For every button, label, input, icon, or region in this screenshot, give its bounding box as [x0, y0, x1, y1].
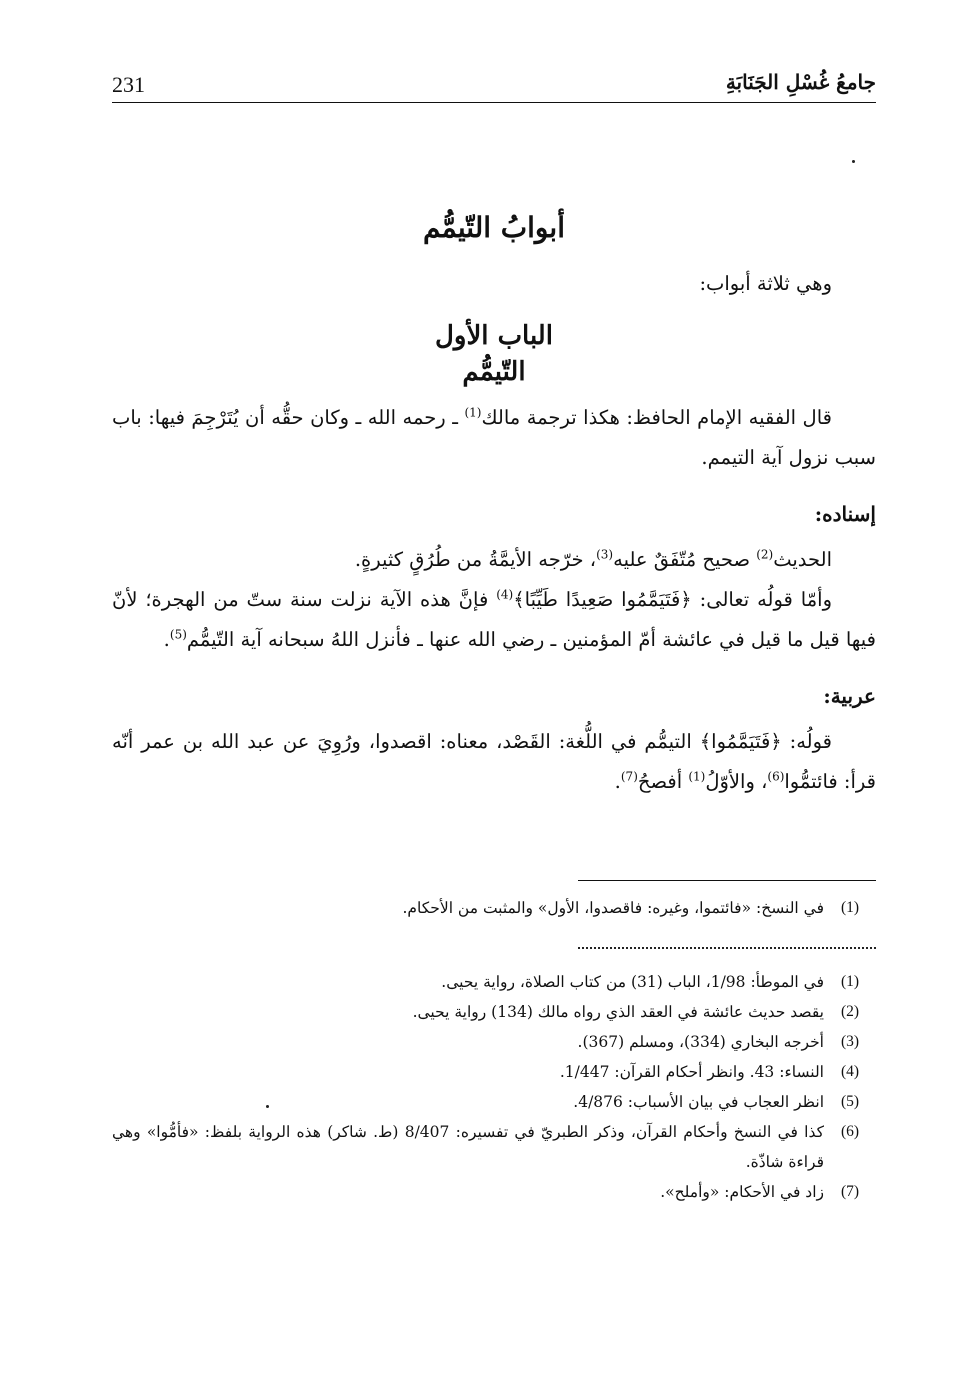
footnote-number: (1)	[840, 973, 860, 990]
footnote-text: أخرجه البخاري (334)، ومسلم (367).	[577, 1033, 824, 1051]
editor-footnote	[112, 893, 876, 923]
footnote-item	[112, 1117, 876, 1177]
footnote-separator	[578, 880, 876, 881]
footnote-number: (6)	[840, 1123, 860, 1140]
footnote-number: (2)	[840, 1003, 860, 1020]
footnote-item	[112, 1057, 876, 1087]
footnote-text: النساء: 43. وانظر أحكام القرآن: 1/447.	[559, 1063, 824, 1081]
arabiyya-text-a: قولُه: ﴿فَتَيَمَّمُوا﴾ التيمُّم في اللُّغة: القَصْد، معناه: اقصدوا، ورُوِيَ عن عبد الله بن عمر أنّه قرأ: فائتمُّوا	[112, 730, 876, 793]
running-header	[112, 68, 876, 103]
footnote-number: (5)	[840, 1093, 860, 1110]
isnad-paragraph-1	[112, 540, 876, 580]
footnote-text: في الموطأ: 1/98، الباب (31) من كتاب الصلاة، رواية يحيى.	[441, 973, 824, 991]
footnote-ref-1: (1)	[464, 405, 482, 420]
stray-dot	[852, 160, 855, 163]
footnote-ref-6: (6)	[767, 769, 785, 784]
footnote-item	[112, 967, 876, 997]
chapter-title: أبوابُ التّيمُّم	[423, 211, 565, 244]
chapter-intro: وهي ثلاثة أبواب:	[699, 272, 832, 295]
footnote-text: انظر العجاب في بيان الأسباب: 4/876.	[573, 1093, 824, 1111]
arabiyya-paragraph	[112, 722, 876, 802]
footnote-ref-2: (2)	[756, 547, 774, 562]
footnote-item	[112, 1027, 876, 1057]
footnote-ref-3: (3)	[596, 547, 614, 562]
isnad-heading: إسناده:	[814, 502, 876, 526]
page-number: 231	[112, 72, 145, 97]
footnote-item	[112, 1177, 876, 1207]
footnote-number: (4)	[840, 1063, 860, 1080]
section-subtitle: التّيمُّم	[462, 357, 526, 387]
footnote-text: زاد في الأحكام: «وأملح».	[660, 1183, 824, 1201]
paragraph-intro	[112, 398, 876, 478]
dotted-separator	[578, 947, 876, 949]
footnote-text: كذا في النسخ وأحكام القرآن، وذكر الطبريّ في تفسيره: 8/407 (ط. شاكر) هذه الرواية بلفظ: «فأمُّوا» وهي قراءة شاذّة.	[112, 1123, 824, 1171]
isnad-text-2b: فإنَّ هذه الآية نزلت سنة ستّ من الهجرة؛ لأنّ فيها قيل ما قيل في عائشة أمّ المؤمنين ـ رضي الله عنها ـ فأنزل اللهُ سبحانه آية التّيمُّم	[112, 588, 876, 651]
isnad-text-1b: صحيح مُتّفَقٌ عليه	[613, 548, 757, 571]
isnad-text-2c: .	[163, 628, 170, 651]
arabiyya-heading: عربية:	[823, 684, 876, 708]
footnote-number: (7)	[840, 1183, 860, 1200]
footnote-ref-7: (7)	[620, 769, 638, 784]
editor-note-ref-1: (1)	[688, 769, 706, 784]
footnote-ref-5: (5)	[169, 627, 187, 642]
paragraph-intro-text-1: قال الفقيه الإمام الحافظ: هكذا ترجمة مالك	[481, 406, 832, 429]
isnad-text-1c: ، خرّجه الأيمَّةُ من طُرُقٍ كثيرةٍ.	[354, 548, 597, 571]
isnad-text-1a: الحديث	[773, 548, 832, 571]
book-title: جامعُ غُسْلِ الجَنَابَةِ	[725, 70, 876, 94]
footnote-text: يقصد حديث عائشة في العقد الذي رواه مالك (134) رواية يحيى.	[412, 1003, 824, 1021]
stray-dot	[266, 1105, 269, 1108]
isnad-paragraph-2	[112, 580, 876, 660]
arabiyya-text-c: أفصحُ	[637, 770, 689, 793]
footnote-item	[112, 997, 876, 1027]
arabiyya-text-b: ، والأوّلُ	[705, 770, 768, 793]
section-title: الباب الأول	[435, 321, 553, 351]
footnote-list	[112, 967, 876, 1207]
footnote-number: (3)	[840, 1033, 860, 1050]
editor-footnote-text: في النسخ: «فائتموا، وغيره: فاقصدوا، الأول» والمثبت من الأحكام.	[402, 899, 824, 917]
footnote-item	[112, 1087, 876, 1117]
isnad-text-2a: وأمّا قولُه تعالى: ﴿فَتَيَمَّمُوا صَعِيدًا طَيِّبًا﴾	[513, 588, 832, 611]
arabiyya-text-d: .	[614, 770, 621, 793]
editor-footnote-number: (1)	[840, 899, 860, 916]
footnote-ref-4: (4)	[496, 587, 514, 602]
paragraph-intro-text-2: ـ رحمه الله ـ وكان حقُّه أن يُتَرْجِمَ فيها: باب سبب نزول آية التيمم.	[112, 406, 876, 469]
footnotes-area	[112, 880, 876, 1207]
main-text	[112, 200, 876, 802]
